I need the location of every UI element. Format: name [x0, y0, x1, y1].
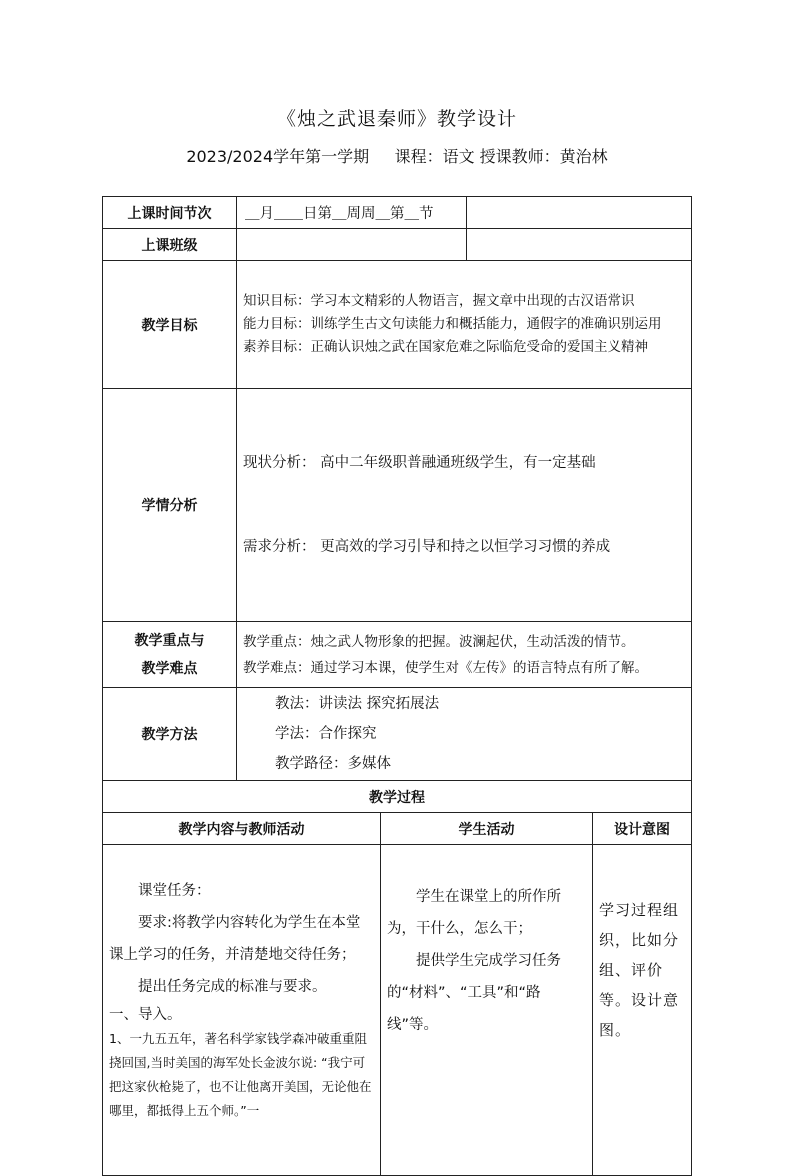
student-activity-2: 提供学生完成学习任务的“材料”、“工具”和“路线”等。: [387, 953, 561, 1033]
focus-difficulty: 教学难点：通过学习本课，使学生对《左传》的语言特点有所了解。: [243, 659, 648, 676]
goal-literacy: 素养目标：正确认识烛之武在国家危难之际临危受命的爱国主义精神: [243, 339, 648, 355]
time-value: ＿月＿＿日第＿周周＿第＿节: [237, 197, 467, 229]
page-subtitle: 2023/2024学年第一学期 课程：语文 授课教师：黄治林: [186, 147, 608, 166]
focus-label: [103, 622, 237, 688]
col-student: 学生活动: [381, 813, 593, 845]
teacher-task-standard: 提出任务完成的标准与要求。: [138, 979, 327, 995]
analysis-label: 学情分析: [103, 389, 237, 622]
focus-row: [103, 622, 692, 688]
focus-key: 教学重点：烛之武人物形象的把握。波澜起伏，生动活泼的情节。: [243, 633, 635, 650]
analysis-status: 现状分析： 高中二年级职普融通班级学生，有一定基础: [243, 455, 596, 471]
focus-label-line1: 教学重点与: [134, 632, 205, 649]
lesson-plan-table: [102, 196, 692, 1176]
method-row: [103, 688, 692, 781]
teacher-task-requirement: 要求:将教学内容转化为学生在本堂课上学习的任务，并清楚地交待任务；: [109, 915, 361, 963]
teacher-activity-cell: [103, 845, 381, 1176]
goal-knowledge: 知识目标：学习本文精彩的人物语言，握文章中出现的古汉语常识: [243, 293, 635, 309]
intro-heading: 一、导入。: [109, 1007, 182, 1023]
goals-label: 教学目标: [103, 261, 237, 389]
process-header: 教学过程: [103, 781, 692, 813]
goals-row: [103, 261, 692, 389]
page-title: 《烛之武退秦师》教学设计: [276, 108, 517, 130]
class-row: [103, 229, 692, 261]
analysis-content: [237, 389, 692, 622]
intro-text: 1、一九五五年，著名科学家钱学森冲破重重阻挠回国,当时美国的海军处长金波尔说: “我宁可把这家伙枪毙了，也不让他离开美国，无论他在哪里，都抵得上五个师。”一: [109, 1031, 372, 1118]
time-extra: [467, 197, 692, 229]
class-extra: [467, 229, 692, 261]
time-row: [103, 197, 692, 229]
process-header-row: [103, 781, 692, 813]
goal-ability: 能力目标：训练学生古文句读能力和概括能力，通假字的准确识别运用: [243, 316, 662, 332]
method-label: 教学方法: [103, 688, 237, 781]
student-activity-cell: [381, 845, 593, 1176]
process-columns-row: [103, 813, 692, 845]
analysis-row: [103, 389, 692, 622]
focus-content: [237, 622, 692, 688]
teacher-task-title: 课堂任务：: [138, 883, 211, 899]
class-label: 上课班级: [103, 229, 237, 261]
focus-label-line2: 教学难点: [141, 660, 198, 677]
process-body-row: [103, 845, 692, 1176]
goals-content: [237, 261, 692, 389]
design-intent-text: 学习过程组织，比如分组、评价等。设计意图。: [599, 901, 680, 1039]
col-teacher: 教学内容与教师活动: [103, 813, 381, 845]
method-content: [237, 688, 692, 781]
design-intent-cell: [593, 845, 692, 1176]
method-teaching: 教法：讲读法 探究拓展法: [275, 696, 440, 712]
analysis-need: 需求分析： 更高效的学习引导和持之以恒学习习惯的养成: [243, 539, 611, 555]
col-design: 设计意图: [593, 813, 692, 845]
time-label: 上课时间节次: [103, 197, 237, 229]
class-value: [237, 229, 467, 261]
method-path: 教学路径：多媒体: [275, 756, 391, 772]
student-activity-1: 学生在课堂上的所作所为，干什么，怎么干；: [387, 889, 561, 937]
method-learning: 学法：合作探究: [275, 726, 377, 742]
